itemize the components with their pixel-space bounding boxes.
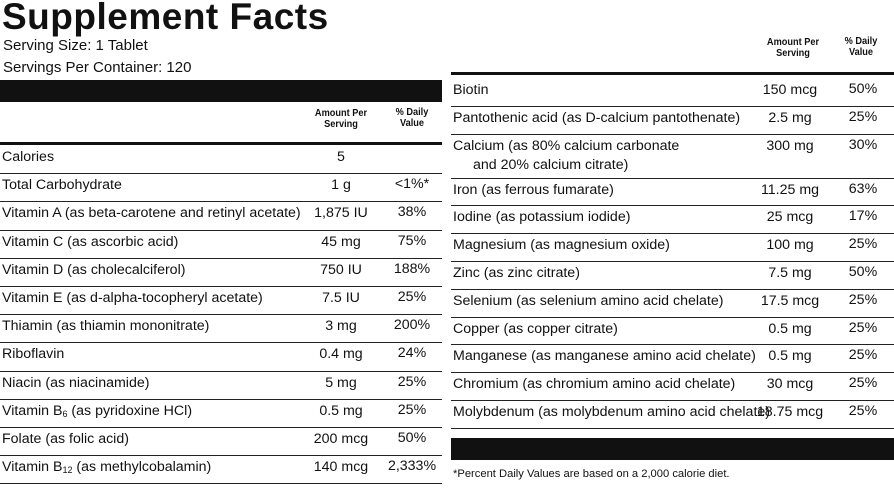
- nutrient-name-suffix: (as pyridoxine HCl): [67, 402, 193, 419]
- nutrient-name: Copper (as copper citrate): [453, 320, 618, 337]
- table-row: [451, 400, 894, 429]
- amount-value: 1 g: [331, 177, 351, 194]
- daily-value: 188%: [393, 260, 431, 277]
- left-dv-header: % Daily Value: [395, 107, 429, 129]
- amount-value: 200 mcg: [313, 431, 369, 447]
- nutrient-name-text: Vitamin B: [2, 402, 63, 419]
- nutrient-name-text: Thiamin (as thiamin mononitrate): [2, 318, 210, 335]
- daily-value: 17%: [848, 208, 878, 225]
- nutrient-name-text: Vitamin A (as beta-carotene and retinyl acetate): [2, 205, 301, 222]
- nutrient-name-suffix: (as methylcobalamin): [72, 459, 212, 476]
- nutrient-name: [2, 431, 129, 447]
- daily-value: 63%: [848, 180, 878, 197]
- table-row: [451, 289, 894, 318]
- nutrient-name: [2, 205, 301, 221]
- table-row: [0, 455, 442, 484]
- nutrient-name: [2, 459, 211, 475]
- amount-value: 45 mg: [321, 233, 361, 250]
- table-row: [451, 134, 894, 179]
- nutrient-name: Magnesium (as magnesium oxide): [453, 237, 670, 254]
- amount-value: 150 mcg: [762, 82, 818, 98]
- right-header-rule: [451, 72, 894, 75]
- daily-value: 25%: [848, 375, 878, 392]
- nutrient-name: [2, 375, 149, 391]
- nutrient-name-text: Folate (as folic acid): [2, 431, 129, 447]
- daily-value: 24%: [397, 345, 427, 362]
- right-bottom-bar: [451, 438, 894, 460]
- daily-value: 25%: [397, 401, 427, 418]
- nutrient-name: Iodine (as potassium iodide): [453, 209, 631, 226]
- subscript: 6: [62, 408, 68, 419]
- table-row: [0, 342, 442, 371]
- table-row: [451, 78, 894, 107]
- table-row: [0, 286, 442, 315]
- nutrient-name: [2, 149, 54, 165]
- nutrient-name-text: Vitamin D (as cholecalciferol): [2, 261, 186, 278]
- daily-value: 25%: [848, 291, 878, 308]
- nutrient-name-text: Riboflavin: [2, 346, 65, 363]
- amount-value: 30 mcg: [766, 376, 814, 393]
- table-row: [451, 233, 894, 262]
- subscript: 12: [62, 465, 73, 476]
- table-row: [0, 427, 442, 456]
- table-row: [451, 344, 894, 373]
- amount-value: 3 mg: [325, 318, 357, 335]
- nutrient-name: Iron (as ferrous fumarate): [453, 181, 614, 198]
- table-row: [0, 145, 442, 174]
- amount-value: 11.25 mg: [760, 181, 820, 198]
- nutrient-name: [2, 403, 192, 419]
- nutrient-name: [2, 346, 64, 362]
- amount-value: 750 IU: [320, 261, 362, 278]
- daily-value: 25%: [848, 236, 878, 253]
- table-row: [451, 106, 894, 135]
- left-panel: [0, 0, 442, 498]
- right-panel: [451, 0, 894, 498]
- amount-value: 5 mg: [325, 374, 357, 391]
- right-dv-header: % Daily Value: [844, 36, 878, 58]
- nutrient-name: [2, 318, 209, 334]
- table-row: [0, 258, 442, 287]
- daily-value: 25%: [848, 108, 878, 125]
- daily-value: 50%: [848, 264, 878, 280]
- left-amount-header: Amount Per Serving: [314, 108, 368, 130]
- amount-value: 0.5 mg: [768, 348, 812, 365]
- table-row: [451, 372, 894, 401]
- amount-value: 18.75 mcg: [756, 404, 824, 420]
- daily-value: 25%: [397, 289, 427, 305]
- nutrient-name: [2, 234, 178, 250]
- left-rows: [0, 145, 442, 485]
- daily-value: 38%: [397, 204, 427, 221]
- nutrient-name: Chromium (as chromium amino acid chelate): [453, 376, 736, 393]
- amount-value: 5: [337, 149, 345, 165]
- table-row: [0, 201, 442, 230]
- nutrient-name-text: Niacin (as niacinamide): [2, 374, 150, 391]
- serving-size: Serving Size: 1 Tablet: [3, 37, 148, 54]
- amount-value: 100 mg: [766, 237, 814, 254]
- table-row: [0, 314, 442, 343]
- table-row: [451, 317, 894, 346]
- amount-value: 2.5 mg: [768, 109, 812, 126]
- amount-value: 0.5 mg: [319, 402, 363, 419]
- servings-per-container: Servings Per Container: 120: [3, 59, 192, 76]
- daily-value: <1%*: [394, 176, 430, 193]
- daily-value: 25%: [848, 347, 878, 364]
- nutrient-name: [2, 262, 185, 278]
- nutrient-name: Manganese (as manganese amino acid chelate): [453, 348, 756, 365]
- table-row: [0, 399, 442, 428]
- amount-value: 7.5 mg: [768, 265, 812, 281]
- nutrient-name: [2, 177, 122, 193]
- amount-value: 140 mcg: [313, 459, 369, 476]
- footnote: *Percent Daily Values are based on a 2,000 calorie diet.: [453, 468, 730, 480]
- daily-value: 200%: [393, 317, 431, 334]
- nutrient-name: Biotin: [453, 82, 489, 98]
- amount-value: 25 mcg: [766, 209, 814, 226]
- nutrient-name: Molybdenum (as molybdenum amino acid chelate): [453, 404, 771, 420]
- right-amount-header: Amount Per Serving: [766, 37, 820, 59]
- table-row: [0, 173, 442, 202]
- daily-value: 2,333%: [387, 458, 437, 475]
- amount-value: 17.5 mcg: [760, 292, 820, 309]
- nutrient-name: Calcium (as 80% calcium carbonate: [453, 137, 680, 154]
- daily-value: 25%: [848, 319, 878, 336]
- nutrient-name: Selenium (as selenium amino acid chelate): [453, 292, 724, 309]
- amount-value: 1,875 IU: [314, 205, 368, 222]
- nutrient-name-line2: and 20% calcium citrate): [473, 156, 629, 173]
- daily-value: 50%: [397, 430, 427, 446]
- table-row: [451, 205, 894, 234]
- nutrient-name-text: Vitamin E (as d-alpha-tocopheryl acetate): [2, 290, 263, 306]
- left-top-bar: [0, 80, 442, 102]
- table-row: [0, 371, 442, 400]
- daily-value: 50%: [848, 81, 878, 97]
- table-row: [0, 230, 442, 259]
- daily-value: 75%: [397, 232, 427, 249]
- amount-value: 0.5 mg: [768, 320, 812, 337]
- table-row: [451, 261, 894, 290]
- nutrient-name: Pantothenic acid (as D-calcium pantothenate): [453, 109, 741, 126]
- table-row: [451, 178, 894, 207]
- amount-value: 0.4 mg: [319, 346, 363, 363]
- amount-value: 7.5 IU: [322, 290, 360, 306]
- label-title: Supplement Facts: [2, 0, 329, 37]
- nutrient-name: Zinc (as zinc citrate): [453, 265, 580, 281]
- nutrient-name-text: Total Carbohydrate: [2, 177, 122, 194]
- nutrient-name: [2, 290, 263, 306]
- nutrient-name-text: Vitamin B: [2, 459, 63, 476]
- daily-value: 25%: [397, 373, 427, 390]
- daily-value: 25%: [848, 403, 878, 419]
- right-rows: [451, 78, 894, 438]
- nutrient-name-text: Vitamin C (as ascorbic acid): [2, 233, 179, 250]
- nutrient-name-text: Calories: [2, 149, 55, 165]
- daily-value: 30%: [848, 136, 878, 153]
- amount-value: 300 mg: [766, 137, 814, 154]
